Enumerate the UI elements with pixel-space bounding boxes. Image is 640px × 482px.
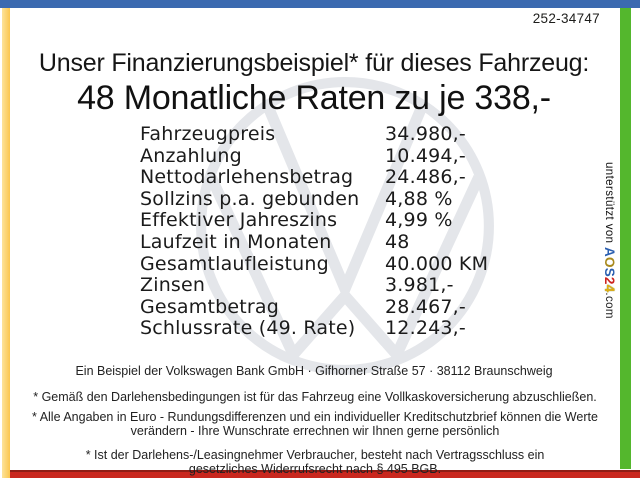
headline-line1: Unser Finanzierungsbeispiel* für dieses Fahrzeug: <box>38 49 590 77</box>
disclaimer-block <box>30 390 600 482</box>
supported-by-note <box>602 162 617 319</box>
row-value: 24.486,- <box>385 166 466 189</box>
reference-number: 252-34747 <box>532 11 600 26</box>
row-label: Laufzeit in Monaten <box>140 230 332 253</box>
table-row <box>140 297 488 319</box>
bank-address-line: Ein Beispiel der Volkswagen Bank GmbH · Gifhorner Straße 57 · 38112 Braunschweig <box>75 364 553 378</box>
disclaimer-withdrawal-right: * Ist der Darlehens-/Leasingnehmer Verbraucher, besteht nach Vertragsschluss ein gesetzliches Widerrufsrecht nach § 495 BGB. <box>85 447 545 476</box>
row-label: Gesamtlaufleistung <box>140 252 329 275</box>
row-value: 40.000 KM <box>385 252 489 275</box>
row-value: 12.243,- <box>385 317 466 340</box>
table-row <box>140 189 488 211</box>
row-value: 4,88 % <box>385 187 453 210</box>
finance-table <box>140 124 488 340</box>
row-label: Fahrzeugpreis <box>140 123 276 145</box>
table-row <box>140 167 488 189</box>
row-label: Sollzins p.a. gebunden <box>140 187 360 210</box>
row-label: Zinsen <box>140 274 206 297</box>
headline-line2: 48 Monatliche Raten zu je 338,- <box>77 79 551 117</box>
table-row <box>140 318 488 340</box>
disclaimer-insurance: * Gemäß den Darlehensbedingungen ist für das Fahrzeug eine Vollkaskoversicherung abzuschließen. <box>33 390 597 404</box>
table-row <box>140 254 488 276</box>
table-row <box>140 210 488 232</box>
row-value: 28.467,- <box>385 295 466 318</box>
row-label: Schlussrate (49. Rate) <box>140 317 356 340</box>
row-label: Nettodarlehensbetrag <box>140 166 354 189</box>
table-row <box>140 232 488 254</box>
row-value: 48 <box>385 230 410 253</box>
aos24-tld: .com <box>603 292 615 319</box>
row-value: 3.981,- <box>385 274 454 297</box>
table-row <box>140 146 488 168</box>
aos24-logo: AOS24 <box>602 247 617 293</box>
row-label: Gesamtbetrag <box>140 295 280 318</box>
disclaimer-euro-rounding: * Alle Angaben in Euro - Rundungsdifferenzen und ein individueller Kreditschutzbrief können die Werte verändern - Ihre Wunschrate errechnen wir Ihnen gerne persönlich <box>32 409 598 438</box>
row-label: Anzahlung <box>140 144 242 167</box>
row-label: Effektiver Jahreszins <box>140 209 338 232</box>
supported-by-label: unterstützt von <box>603 162 615 248</box>
table-row <box>140 124 488 146</box>
row-value: 10.494,- <box>385 144 466 167</box>
table-row <box>140 275 488 297</box>
row-value: 34.980,- <box>385 123 466 145</box>
row-value: 4,99 % <box>385 209 453 232</box>
